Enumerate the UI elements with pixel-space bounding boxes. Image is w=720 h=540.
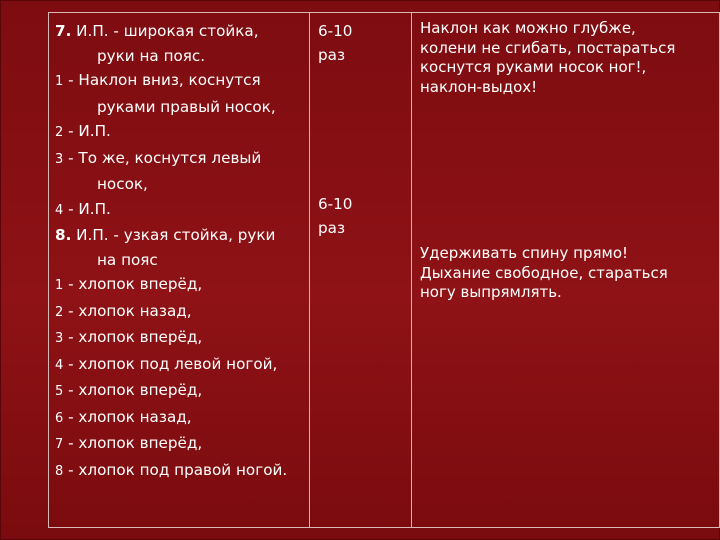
reps-count: 6-10: [318, 195, 353, 213]
exercise-text: на пояс: [97, 250, 158, 269]
step-number: 4: [55, 202, 64, 218]
step-number: 6: [55, 410, 64, 426]
step-text: - Наклон вниз, коснутся: [63, 71, 261, 89]
step-number: 1: [55, 278, 64, 293]
step-number: 1: [55, 74, 64, 89]
exercise-step: [55, 299, 309, 326]
exercise-description-cell: [49, 13, 310, 528]
exercise-line: [55, 95, 309, 120]
step-text: - И.П.: [63, 122, 111, 140]
step-text: - хлопок назад,: [63, 407, 192, 426]
exercise-step: [55, 405, 309, 432]
exercise-line: [55, 248, 309, 273]
exercise-text: руками правый носок,: [97, 97, 276, 116]
exercise-line: [55, 44, 309, 69]
exercise-text: И.П. - широкая стойка,: [71, 22, 259, 40]
exercise-step: [55, 325, 309, 352]
note-line: наклон-выдох!: [420, 77, 538, 96]
exercise-table: [48, 12, 720, 528]
reps-unit: раз: [318, 46, 346, 64]
exercise-text: руки на пояс.: [97, 46, 206, 65]
exercise-line: [55, 172, 309, 197]
exercise-7-title: [55, 19, 309, 44]
repetitions-cell: [310, 13, 412, 528]
reps-unit: раз: [318, 219, 346, 237]
step-number: 3: [55, 151, 64, 167]
step-text: - хлопок вперёд,: [63, 275, 203, 293]
exercise-step: [55, 146, 309, 173]
exercise-step: [55, 197, 309, 224]
exercise-number: 7.: [55, 22, 72, 40]
step-number: 8: [55, 463, 64, 479]
step-text: - И.П.: [63, 199, 111, 218]
exercise-number: 8.: [55, 226, 72, 244]
exercise-step: [55, 352, 309, 379]
note-line: ногу выпрямлять.: [420, 283, 562, 301]
step-text: - хлопок вперёд,: [63, 381, 203, 399]
note-line: колени не сгибать, постараться: [420, 38, 676, 57]
exercise-text: носок,: [97, 175, 148, 193]
step-text: - хлопок под левой ногой,: [63, 354, 278, 373]
exercise-step: [55, 431, 309, 458]
exercise-step: [55, 68, 309, 95]
step-number: 3: [55, 331, 64, 346]
note-line: Удерживать спину прямо!: [420, 244, 629, 262]
note-line: Дыхание свободное, стараться: [420, 263, 668, 282]
table-row: [49, 13, 720, 528]
spacer: [420, 97, 719, 244]
step-number: 2: [55, 304, 64, 320]
note-line: Наклон как можно глубже,: [420, 19, 636, 37]
step-number: 4: [55, 357, 64, 373]
note-line: коснутся руками носок ног!,: [420, 58, 647, 76]
exercise-step: [55, 458, 309, 485]
step-text: - хлопок назад,: [63, 301, 192, 320]
reps-count: 6-10: [318, 22, 353, 40]
spacer: [316, 67, 411, 192]
step-text: - хлопок вперёд,: [63, 434, 203, 452]
step-number: 5: [55, 384, 64, 399]
exercise-step: [55, 272, 309, 299]
step-number: 7: [55, 437, 64, 452]
step-text: - То же, коснутся левый: [63, 148, 262, 167]
step-number: 2: [55, 125, 64, 140]
step-text: - хлопок вперёд,: [63, 328, 203, 346]
step-text: - хлопок под правой ногой.: [63, 460, 288, 479]
exercise-text: И.П. - узкая стойка, руки: [71, 226, 276, 244]
notes-cell: [412, 13, 720, 528]
exercise-step: [55, 119, 309, 146]
exercise-8-title: [55, 223, 309, 248]
exercise-step: [55, 378, 309, 405]
